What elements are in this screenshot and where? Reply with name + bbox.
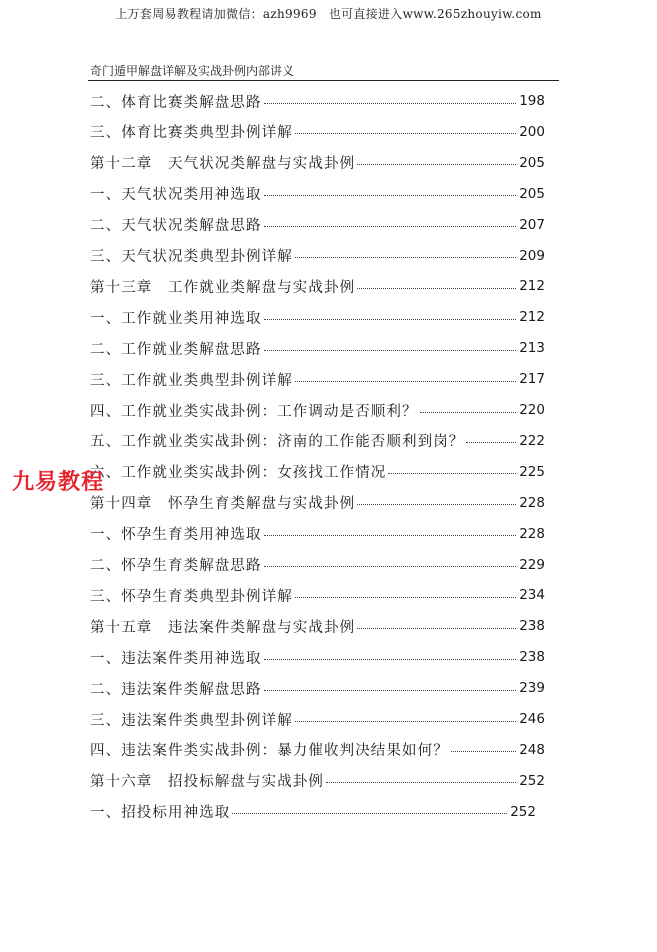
toc-dot-leader	[264, 319, 517, 320]
toc-entry-title: 第十五章 违法案件类解盘与实战卦例	[90, 619, 356, 636]
toc-entry	[90, 675, 545, 701]
toc-entry-page: 217	[519, 371, 545, 388]
toc-dot-leader	[264, 350, 517, 351]
toc-entry-title: 三、工作就业类典型卦例详解	[90, 372, 293, 389]
toc-entry-title: 第十三章 工作就业类解盘与实战卦例	[90, 279, 356, 296]
toc-entry-page: 213	[519, 340, 545, 357]
toc-entry-title: 三、违法案件类典型卦例详解	[90, 712, 293, 729]
toc-entry-title: 二、怀孕生育类解盘思路	[90, 558, 262, 574]
toc-dot-leader	[357, 288, 516, 289]
toc-entry	[90, 243, 545, 269]
toc-entry	[90, 304, 545, 330]
toc-entry-title: 一、怀孕生育类用神选取	[90, 527, 262, 544]
toc-entry	[90, 490, 545, 516]
toc-dot-leader	[264, 566, 517, 567]
toc-entry-page: 220	[519, 402, 545, 418]
toc-entry	[90, 459, 545, 485]
toc-entry-page: 246	[519, 711, 545, 727]
toc-entry-title: 二、体育比赛类解盘思路	[90, 94, 262, 111]
toc-entry	[90, 552, 545, 578]
toc-dot-leader	[357, 164, 516, 165]
toc-dot-leader	[264, 690, 517, 691]
toc-entry-title: 第十六章 招投标解盘与实战卦例	[90, 774, 324, 791]
toc-entry-title: 一、违法案件类用神选取	[90, 650, 262, 667]
toc-entry-title: 一、天气状况类用神选取	[90, 187, 262, 204]
banner-prefix: 上万套周易教程请加微信：azh9969	[115, 7, 317, 21]
toc-entry-title: 六、工作就业类实战卦例：女孩找工作情况	[90, 465, 387, 482]
top-banner	[0, 5, 657, 22]
toc-dot-leader	[295, 721, 516, 722]
toc-entry	[90, 799, 536, 825]
toc-entry	[90, 335, 545, 361]
toc-entry-title: 三、怀孕生育类典型卦例详解	[90, 588, 293, 605]
toc-dot-leader	[451, 751, 516, 752]
toc-entry-title: 一、工作就业类用神选取	[90, 310, 262, 327]
toc-dot-leader	[264, 226, 517, 227]
toc-dot-leader	[295, 597, 516, 598]
toc-dot-leader	[357, 504, 516, 505]
toc-entry	[90, 366, 545, 392]
toc-entry	[90, 397, 545, 423]
header-rule	[88, 80, 559, 81]
toc-entry-title: 三、体育比赛类典型卦例详解	[90, 125, 293, 142]
toc-entry-title: 第十四章 怀孕生育类解盘与实战卦例	[90, 496, 356, 513]
toc-entry-page: 209	[519, 247, 545, 264]
banner-suffix: 也可直接进入www.265zhouyiw.com	[328, 7, 542, 21]
toc-entry-title: 四、违法案件类实战卦例：暴力催收判决结果如何？	[90, 743, 449, 760]
toc-dot-leader	[295, 257, 516, 258]
toc-dot-leader	[420, 412, 517, 413]
toc-entry-page: 252	[510, 803, 536, 820]
toc-entry-page: 198	[519, 93, 545, 109]
toc-entry-page: 205	[519, 185, 545, 202]
toc-dot-leader	[326, 782, 516, 783]
toc-entry	[90, 150, 545, 176]
toc-entry	[90, 613, 545, 639]
toc-dot-leader	[295, 133, 516, 134]
toc-entry	[90, 88, 545, 114]
toc-dot-leader	[264, 103, 517, 104]
toc-entry	[90, 582, 545, 608]
toc-entry-title: 二、天气状况类解盘思路	[90, 218, 262, 235]
toc-entry-page: 222	[519, 432, 545, 449]
toc-dot-leader	[466, 442, 516, 443]
toc-dot-leader	[388, 473, 516, 474]
toc-entry	[90, 737, 545, 763]
toc-entry-page: 228	[519, 494, 545, 511]
toc-dot-leader	[264, 195, 517, 196]
toc-entry	[90, 212, 545, 238]
toc-entry-page: 238	[519, 649, 545, 666]
toc-entry-page: 234	[519, 587, 545, 604]
toc-dot-leader	[295, 381, 516, 382]
toc-entry	[90, 428, 545, 454]
toc-entry	[90, 521, 545, 547]
toc-entry	[90, 706, 545, 732]
toc-entry-page: 239	[519, 680, 545, 697]
toc-entry-page: 238	[519, 618, 545, 635]
toc-entry	[90, 273, 545, 299]
toc-entry-page: 200	[519, 123, 545, 140]
toc-entry-page: 225	[519, 463, 545, 480]
toc-entry-title: 二、违法案件类解盘思路	[90, 681, 262, 698]
toc-entry-title: 一、招投标用神选取	[90, 805, 231, 822]
toc-dot-leader	[232, 813, 507, 814]
toc-entry-page: 205	[519, 154, 545, 171]
toc-dot-leader	[264, 659, 517, 660]
toc-entry-title: 四、工作就业类实战卦例：工作调动是否顺利？	[90, 403, 418, 420]
toc-entry	[90, 119, 545, 145]
toc-entry	[90, 644, 545, 670]
watermark-logo: 九易教程	[12, 470, 105, 495]
toc-entry-title: 第十二章 天气状况类解盘与实战卦例	[90, 156, 356, 173]
running-head: 奇门遁甲解盘详解及实战卦例内部讲义	[90, 64, 295, 78]
toc-entry-page: 229	[519, 556, 545, 573]
toc-dot-leader	[264, 535, 517, 536]
toc-entry-page: 248	[519, 741, 545, 758]
toc-dot-leader	[357, 628, 516, 629]
toc-entry-title: 二、工作就业类解盘思路	[90, 341, 262, 358]
toc-entry-title: 五、工作就业类实战卦例：济南的工作能否顺利到岗？	[90, 434, 465, 451]
toc-entry-page: 207	[519, 216, 545, 233]
toc-entry-page: 212	[519, 309, 545, 326]
toc-entry	[90, 768, 545, 794]
toc-entry-title: 三、天气状况类典型卦例详解	[90, 249, 293, 265]
toc-entry-page: 228	[519, 525, 545, 542]
toc-entry-page: 252	[519, 772, 545, 789]
toc-entry-page: 212	[519, 278, 545, 295]
toc-entry	[90, 181, 545, 207]
